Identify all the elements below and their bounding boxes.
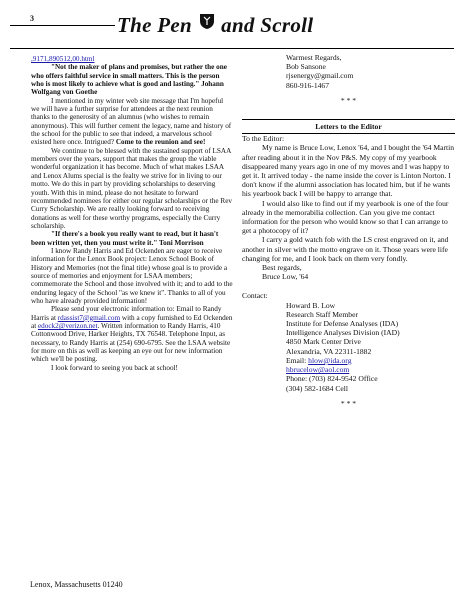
url-fragment-link[interactable]: ,9171,890512,00.html xyxy=(31,55,95,63)
separator-stars: * * * xyxy=(340,95,357,105)
separator-stars-bottom: * * * xyxy=(340,398,357,408)
letter-paragraph-2: I would also like to find out if my yearbook is one of the four already in the memorabilia collection. Can you give me contact information for the person who would know so that I can arrange to get a photocopy of it? xyxy=(242,198,449,236)
letter-closing-name: Bruce Low, '64 xyxy=(262,272,309,282)
contact-info-paragraph xyxy=(31,305,233,363)
letter-paragraph-1: My name is Bruce Low, Lenox '64, and I bought the '64 Martin after reading about it in the Nov P&S. My copy of my yearbook disappeared many years ago in one of my moves and I was happy to get it. It arrived today - the name inside the cover is Linton Norton. I don't know if the alumni association has located him, but if he wants his yearbook back I will be happy to arrange that. xyxy=(242,143,455,199)
email-hlow-link[interactable]: hlow@ida.org xyxy=(308,355,352,365)
morrison-quote: "If there's a book you really want to read, but it hasn't been written yet, then you must write it." Toni Morrison xyxy=(31,230,219,247)
lion-crest-icon xyxy=(198,12,216,38)
email-randy-link[interactable]: rdassist7@gmail.com xyxy=(57,313,121,322)
closing-paragraph: I look forward to seeing you back at school! xyxy=(51,363,178,372)
contact-line: Howard B. Low xyxy=(286,300,336,310)
goethe-quote: "Not the maker of plans and promises, but rather the one who offers faithful service in small matters. This is the person who is most likely to achieve what is good and lasting." Johann Wolfgang von Goethe xyxy=(31,63,227,97)
written-info-text: . Written information to Randy Harris, 410 Cottonwood Drive, Harker Heights, TX 76548. Telephone Input, as necessary, to Randy Harris at (254) 690-6795. See the LSAA website for more on this as well as keeping an eye out for new information which we'll be posting. xyxy=(31,322,231,364)
email-ed-link[interactable]: edock2@verizon.net xyxy=(37,322,98,330)
send-info-text: Please send your electronic information to: Email to Randy Harris at xyxy=(31,305,222,322)
signer-name: Bob Sansone xyxy=(286,62,326,72)
page-footer: Lenox, Massachusetts 01240 xyxy=(30,580,123,589)
book-project-paragraph: I know Randy Harris and Ed Ockenden are eager to receive information for the Lenox Book project: Lenox School Book of History and Memories (not the final title) whose goal is to provide a source of memories and enjoyment for LSAA members; commemorate the School and those involved with it; and to add to the enduring legacy of the School "as we knew it". Thanks to all of you who have already provided information! xyxy=(31,246,233,305)
signoff-block xyxy=(286,53,455,90)
header-rule xyxy=(10,48,454,49)
left-column xyxy=(31,55,233,372)
right-column xyxy=(242,53,455,408)
email-hbrucelow-link[interactable]: hbrucelow@aol.com xyxy=(286,365,350,375)
contact-line: Institute for Defense Analyses (IDA) xyxy=(286,319,399,329)
contact-line: Alexandria, VA 22311-1882 xyxy=(286,346,372,356)
contact-line: Research Staff Member xyxy=(286,309,358,319)
salutation: To the Editor: xyxy=(242,134,285,144)
letter-closing: Best regards, xyxy=(262,263,302,273)
contact-label: Contact: xyxy=(242,291,268,301)
email-label: Email: xyxy=(286,355,307,365)
letters-heading: Letters to the Editor xyxy=(242,119,455,134)
header-rule-left xyxy=(10,25,115,26)
contact-phone-cell: (304) 582-1684 Cell xyxy=(286,383,349,393)
contact-line: 4850 Mark Center Drive xyxy=(286,337,361,347)
scholarship-paragraph: We continue to be blessed with the sustained support of LSAA members over the years, support that makes the group the viable wonderful organization it has become. Much of what makes LSAA and Lenox Alums special is the fealty we strive for in living to our motto. We do this in part by providing scholarships to deserving youth. With this in mind, please do not hesitate to forward recommended nominees for either our regular scholarships or the Rev Curry Scholarship. We are really looking forward to receiving donations as well for these worthy programs, especially the Curry scholarship. xyxy=(31,146,232,230)
page-number: 3 xyxy=(30,14,34,23)
contact-block xyxy=(286,301,455,393)
contact-email-row xyxy=(286,365,455,374)
contact-email-row xyxy=(286,356,455,365)
masthead-title xyxy=(117,12,313,38)
contact-line: Intelligence Analyses Division (IAD) xyxy=(286,328,400,338)
copy-furnished-text: with a copy furnished to Ed Ockenden at xyxy=(31,313,233,330)
masthead-left: The Pen xyxy=(117,13,193,37)
signer-email: rjsenergy@gmail.com xyxy=(286,71,354,81)
reunion-callout: Come to the reunion and see! xyxy=(115,138,206,147)
contact-phone-office: Phone: (703) 824-9542 Office xyxy=(286,374,378,384)
reunion-text: I mentioned in my winter web site message that I'm hopeful we will have a further surprise for attendees at the next reunion thanks to the generosity of an alumnus (who wishes to remain anonymous). This will further cement the legacy, name and history of the school for the public to see that indeed, a marvelous school existed here once. Intrigued? xyxy=(31,96,232,147)
signer-phone: 860-916-1467 xyxy=(286,80,330,90)
masthead-right: and Scroll xyxy=(221,13,314,37)
reunion-paragraph xyxy=(31,97,233,147)
signoff: Warmest Regards, xyxy=(286,53,342,62)
letter-paragraph-3: I carry a gold watch fob with the LS crest engraved on it, and another in silver with the motto engrave on it. Those years were life changing for me, and I look back on them very fondly. xyxy=(242,235,449,263)
